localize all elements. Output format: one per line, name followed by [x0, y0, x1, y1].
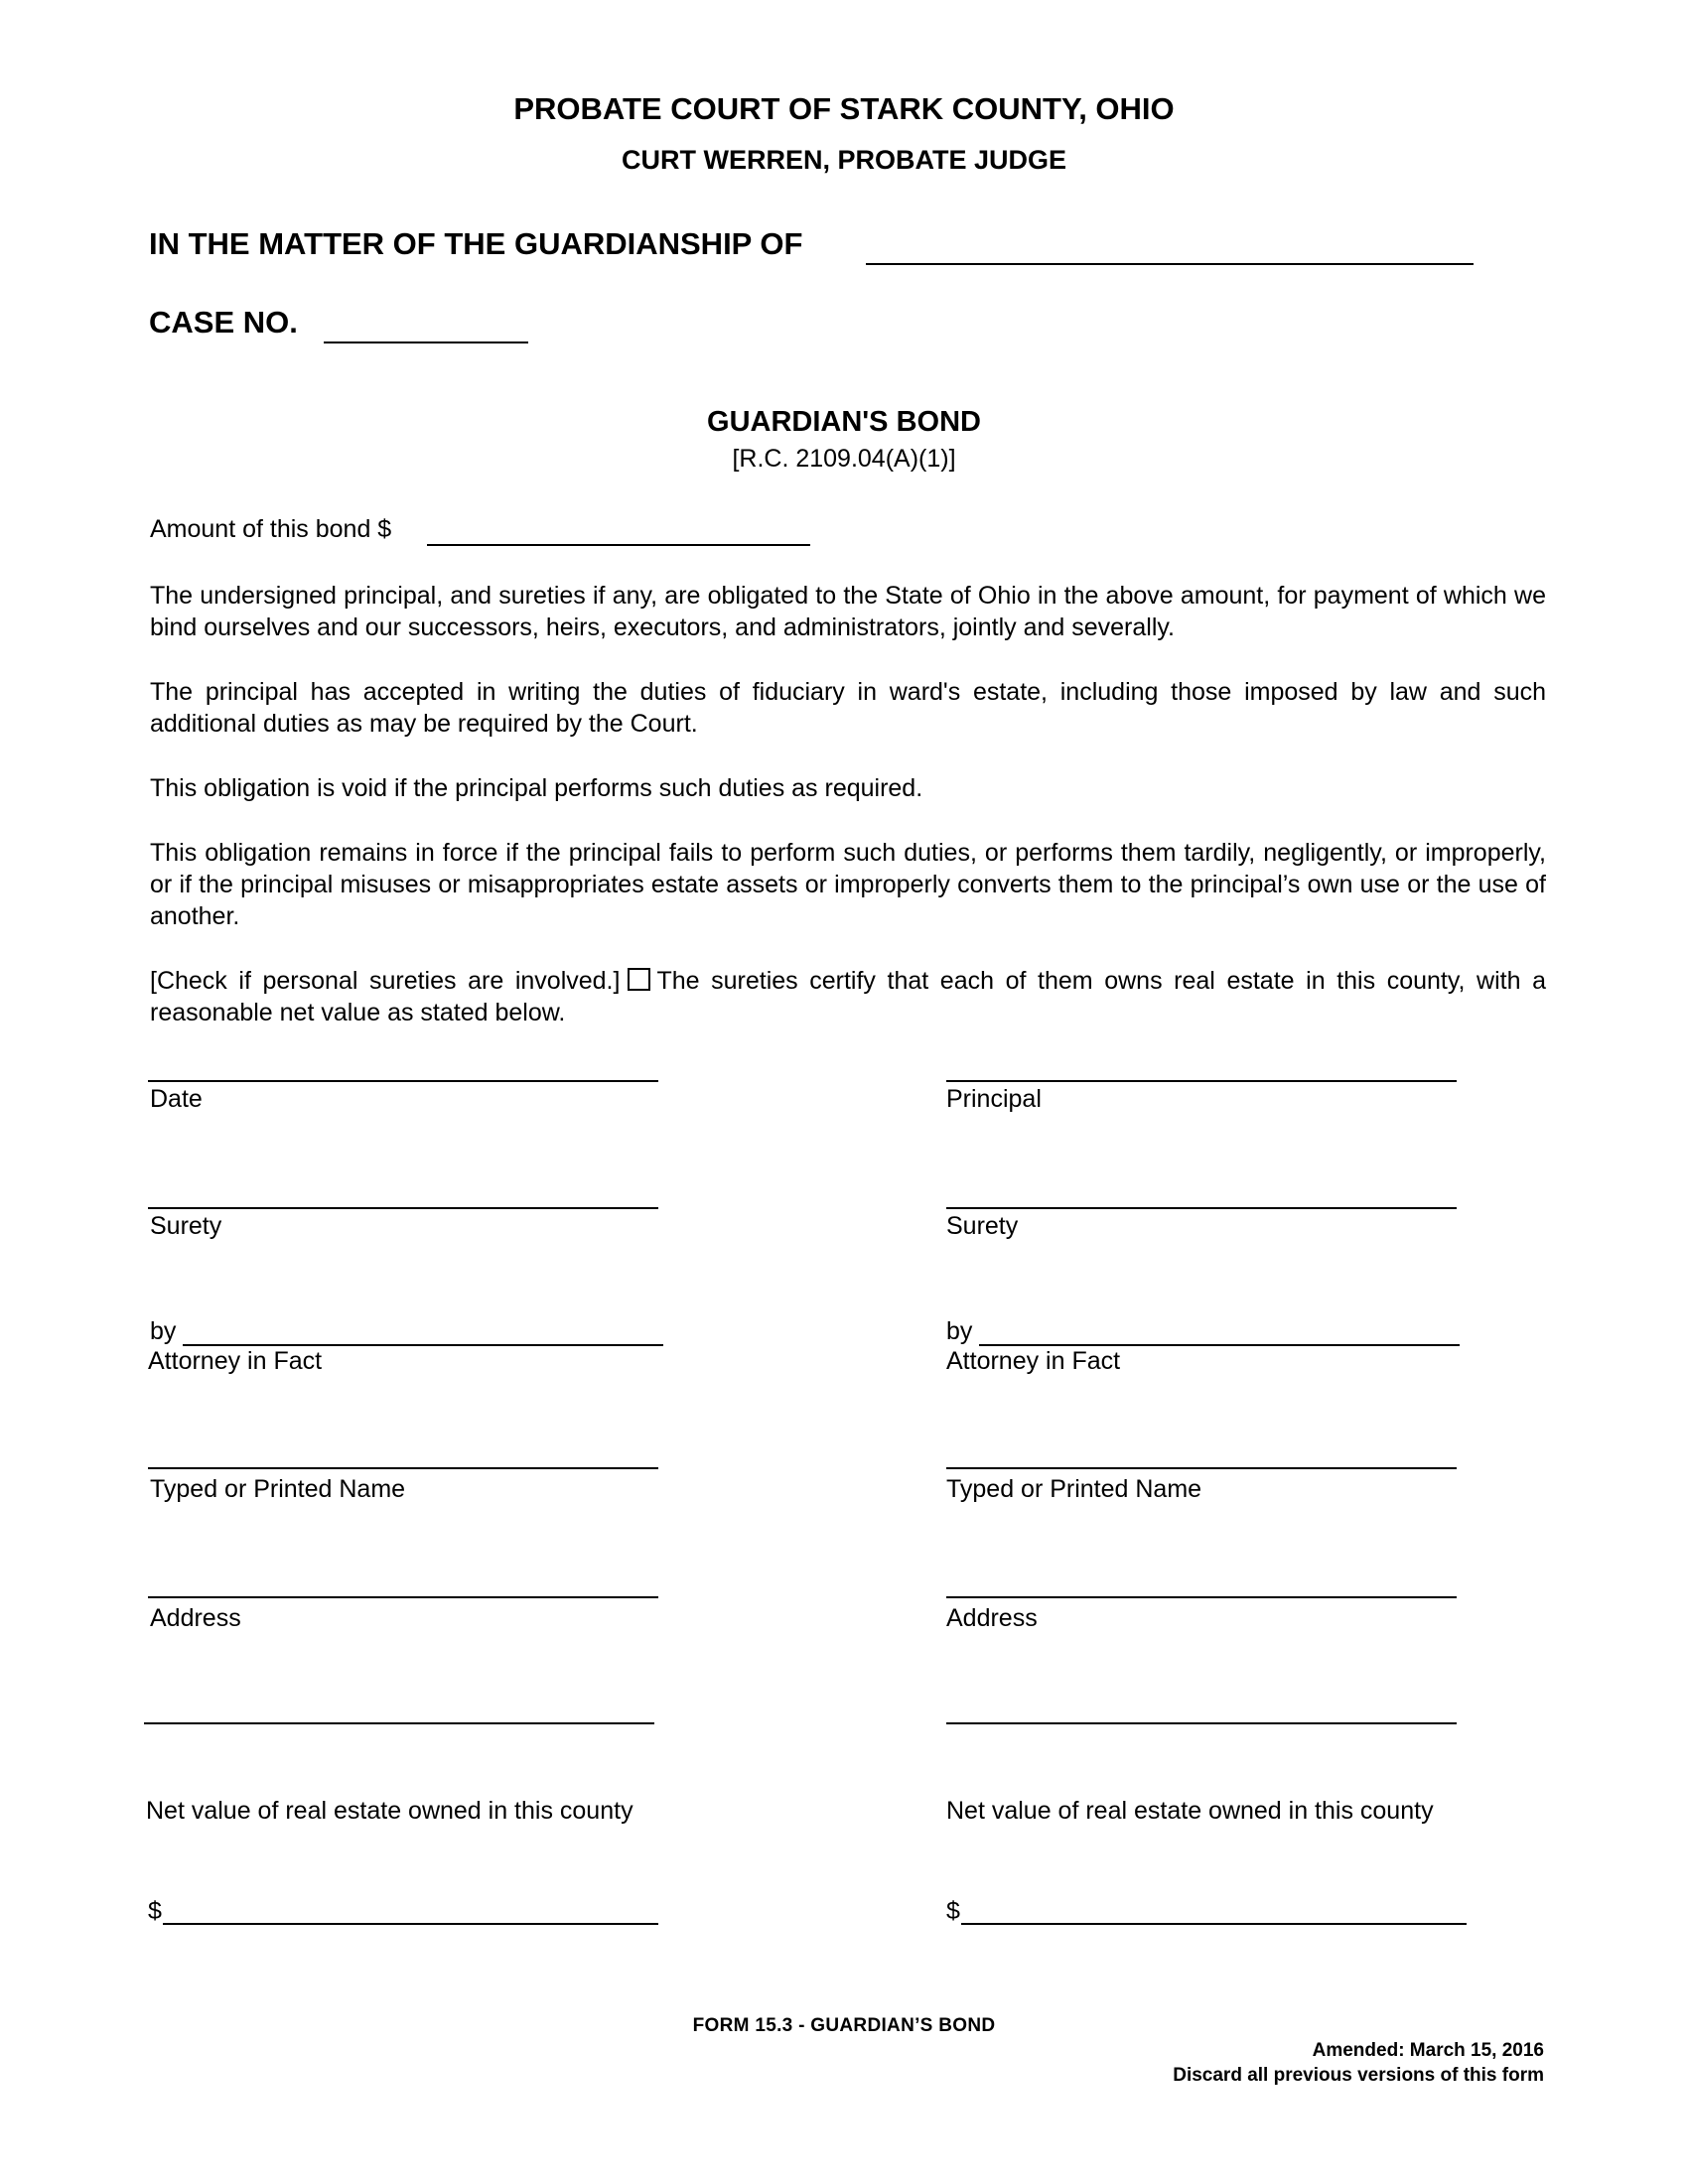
right-address-label: Address: [946, 1604, 1038, 1632]
statute-citation: [R.C. 2109.04(A)(1)]: [732, 445, 956, 473]
sureties-certification-text: The sureties certify that each of them owns real estate in this county, with a reasonable net value as stated below.: [150, 967, 1546, 1026]
right-attorney-line[interactable]: [979, 1344, 1460, 1346]
ward-name-field[interactable]: [866, 263, 1474, 265]
right-net-value-field[interactable]: [961, 1923, 1467, 1925]
right-by-label: by: [946, 1317, 973, 1345]
left-attorney-label: Attorney in Fact: [148, 1347, 323, 1375]
right-net-value-label: Net value of real estate owned in this county: [946, 1797, 1434, 1825]
case-number-label: CASE NO.: [149, 305, 298, 340]
sureties-check-instruction: [Check if personal sureties are involved.]: [150, 967, 621, 995]
left-typed-name-label: Typed or Printed Name: [150, 1475, 406, 1503]
left-address-line[interactable]: [148, 1596, 658, 1598]
right-surety-label: Surety: [946, 1212, 1019, 1240]
court-title: PROBATE COURT OF STARK COUNTY, OHIO: [513, 91, 1175, 126]
force-paragraph: This obligation remains in force if the principal fails to perform such duties, or performs them tardily, negligently, or improperly, or if the principal misuses or misappropriates estate assets or improperly converts them to the principal’s own use or the use of another.: [150, 839, 1546, 930]
left-by-label: by: [150, 1317, 177, 1345]
left-attorney-line[interactable]: [183, 1344, 663, 1346]
judge-name: CURT WERREN, PROBATE JUDGE: [621, 145, 1067, 175]
case-number-field[interactable]: [324, 341, 528, 343]
left-surety-line[interactable]: [148, 1207, 658, 1209]
left-address-line-2[interactable]: [144, 1722, 654, 1724]
left-net-value-field[interactable]: [163, 1923, 658, 1925]
void-paragraph: This obligation is void if the principal performs such duties as required.: [150, 774, 923, 802]
left-dollar-label: $: [148, 1897, 162, 1925]
left-net-value-label: Net value of real estate owned in this county: [146, 1797, 633, 1825]
left-address-label: Address: [150, 1604, 241, 1632]
obligation-paragraph: The undersigned principal, and sureties if any, are obligated to the State of Ohio in the above amount, for payment of which we bind ourselves and our successors, heirs, executors, and administrators, jointly and severally.: [150, 582, 1546, 641]
form-title: GUARDIAN'S BOND: [707, 406, 981, 438]
duties-paragraph: The principal has accepted in writing the duties of fiduciary in ward's estate, including those imposed by law and such additional duties as may be required by the Court.: [150, 678, 1546, 738]
date-label: Date: [150, 1085, 203, 1113]
right-typed-name-label: Typed or Printed Name: [946, 1475, 1202, 1503]
right-address-line-2[interactable]: [946, 1722, 1457, 1724]
principal-label: Principal: [946, 1085, 1042, 1113]
right-attorney-label: Attorney in Fact: [946, 1347, 1121, 1375]
principal-line[interactable]: [946, 1080, 1457, 1082]
form-id: FORM 15.3 - GUARDIAN’S BOND: [692, 2015, 996, 2036]
bond-amount-field[interactable]: [427, 544, 810, 546]
amended-date: Amended: March 15, 2016: [1312, 2040, 1544, 2061]
left-surety-label: Surety: [150, 1212, 222, 1240]
right-surety-line[interactable]: [946, 1207, 1457, 1209]
right-address-line[interactable]: [946, 1596, 1457, 1598]
date-line[interactable]: [148, 1080, 658, 1082]
sureties-paragraph: [150, 965, 1546, 1028]
left-typed-name-line[interactable]: [148, 1467, 658, 1469]
right-dollar-label: $: [946, 1897, 960, 1925]
personal-sureties-checkbox[interactable]: [628, 968, 650, 991]
matter-label: IN THE MATTER OF THE GUARDIANSHIP OF: [149, 226, 803, 261]
bond-amount-label: Amount of this bond $: [150, 515, 392, 543]
discard-notice: Discard all previous versions of this form: [1173, 2065, 1544, 2086]
right-typed-name-line[interactable]: [946, 1467, 1457, 1469]
